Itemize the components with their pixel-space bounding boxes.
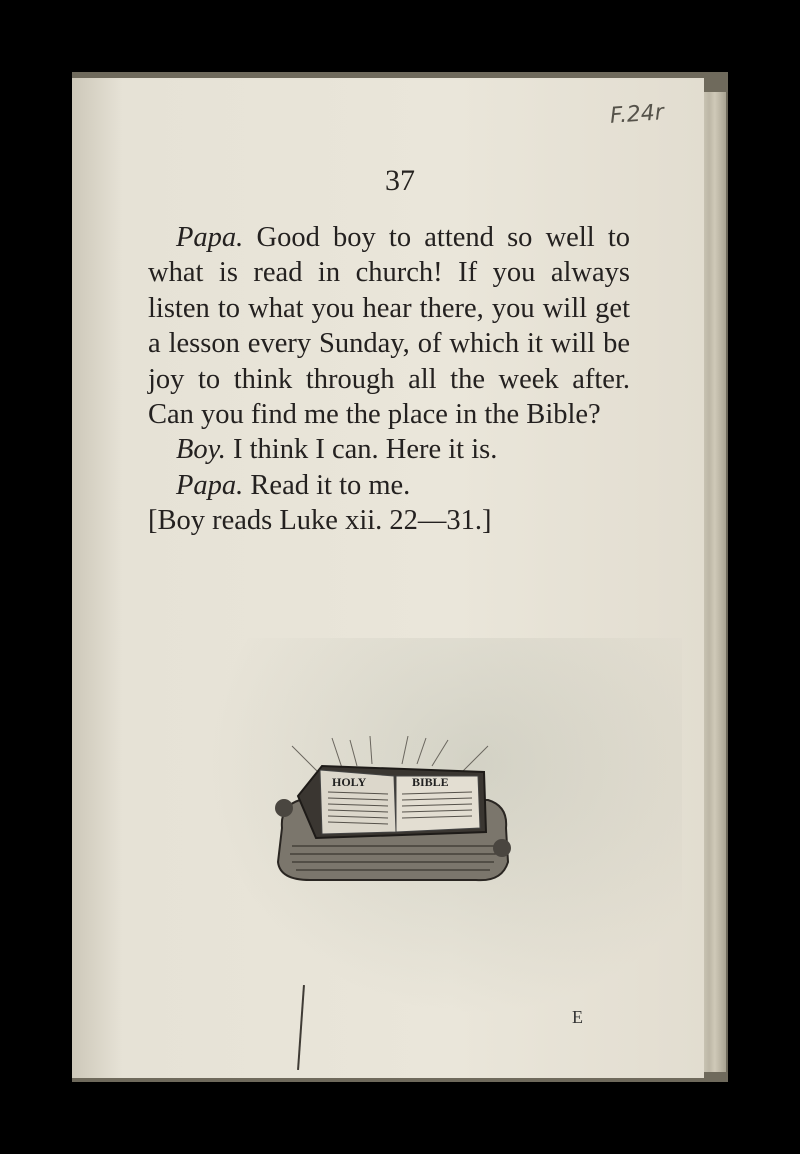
stage-direction: [Boy reads Luke xii. 22—31.]	[148, 505, 492, 537]
paragraph-boy	[148, 432, 630, 467]
passage	[148, 220, 630, 539]
paragraph-papa-1	[148, 220, 630, 432]
handwritten-folio-annotation: F.24r	[609, 100, 665, 129]
dialogue-text: I think I can. Here it is.	[233, 434, 498, 466]
tassel-left	[275, 799, 293, 817]
page-number: 37	[385, 164, 415, 197]
speaker-label: Papa.	[176, 469, 244, 501]
paragraph-papa-2	[148, 468, 630, 503]
speaker-label: Boy.	[176, 434, 226, 466]
dialogue-text: Read it to me.	[250, 469, 411, 501]
speaker-label: Papa.	[176, 222, 244, 253]
dialogue-text: Good boy to attend so well to what is read in church! If you always listen to what you hear there, you will get a lesson every Sunday, of which it will be joy to think through all the week after. Can you find me the place in the Bible?	[148, 222, 631, 431]
left-page-label: HOLY	[332, 775, 367, 789]
signature-mark: E	[572, 1007, 583, 1027]
bible-engraving	[262, 736, 524, 886]
right-page-label: BIBLE	[412, 775, 449, 789]
tassel-right	[493, 839, 511, 857]
